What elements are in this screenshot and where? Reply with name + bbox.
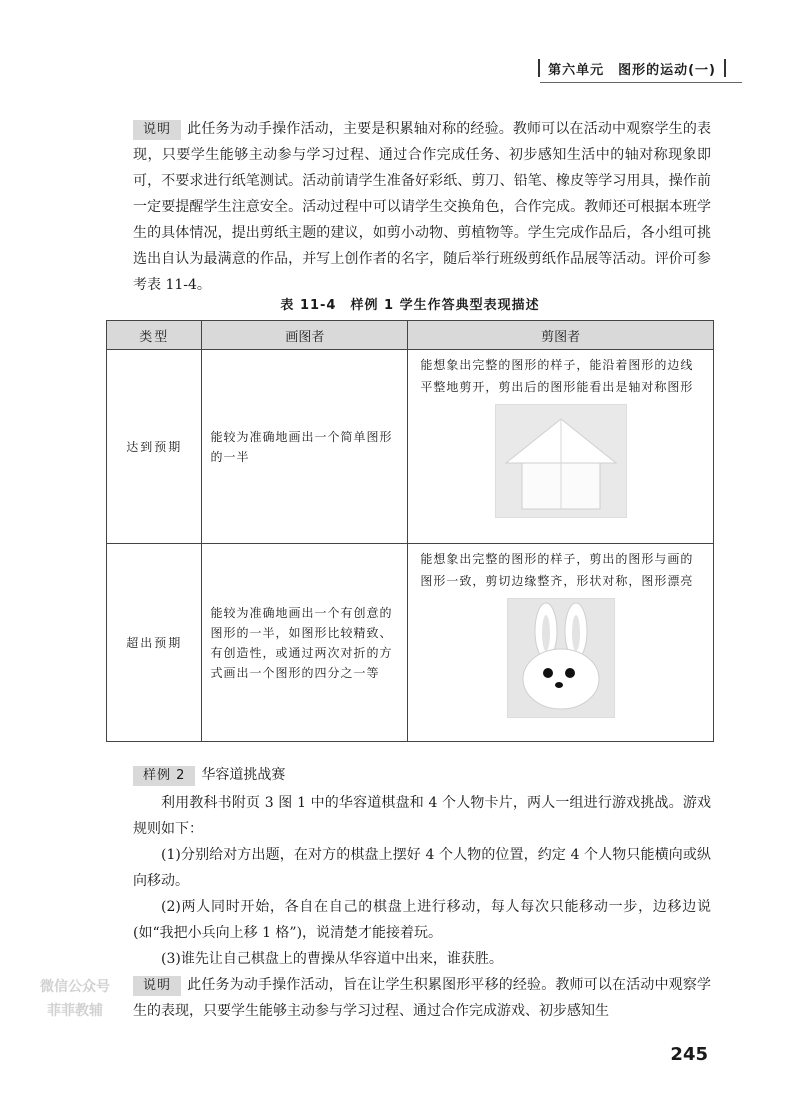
row-cut: 能想象出完整的图形的样子，剪出的图形与画的图形一致，剪切边缘整齐，形状对称，图形漂亮 [420,552,694,588]
table-row [107,350,714,544]
note-tag: 说明 [133,976,181,996]
paper-rabbit-image [507,598,615,718]
paper-house-image [495,404,627,518]
sample2-rule-2: (2)两人同时开始，各自在自己的棋盘上进行移动，每人每次只能移动一步，边移边说(如“我把小兵向上移 1 格”)，说清楚才能接着玩。 [133,899,711,941]
sample2-rule-1: (1)分别给对方出题，在对方的棋盘上摆好 4 个人物的位置，约定 4 个人物只能横向或纵向移动。 [133,847,711,889]
header-bar-left [538,59,540,77]
page-number: 245 [670,1044,708,1065]
note-text: 此任务为动手操作活动，主要是积累轴对称的经验。教师可以在活动中观察学生的表现，只要学生能够主动参与学习过程、通过合作完成任务、初步感知生活中的轴对称现象即可，不要求进行纸笔测试。活动前请学生准备好彩纸、剪刀、铅笔、橡皮等学习用具，操作前一定要提醒学生注意安全。活动过程中可以请学生交换角色，合作完成。教师还可根据本班学生的具体情况，提出剪纸主题的建议，如剪小动物、剪植物等。学生完成作品后，各小组可挑选出自认为最满意的作品，并写上创作者的名字，随后举行班级剪纸作品展等活动。评价可参考表 11-4。 [133,121,711,293]
row-draw-cell [202,544,408,742]
row-draw-cell [202,350,408,544]
header-cutter: 剪图者 [408,321,714,350]
row-cut-cell [408,544,714,742]
table-row [107,544,714,742]
house-cutout-icon [496,405,626,517]
row-cut: 能想象出完整的图形的样子，能沿着图形的边线平整地剪开，剪出后的图形能看出是轴对称图形 [420,358,694,394]
header-unit: 第六单元 [548,62,605,78]
sample2-intro: 利用教科书附页 3 图 1 中的华容道棋盘和 4 个人物卡片，两人一组进行游戏挑战。游戏规则如下： [133,795,711,837]
watermark-line-2: 菲菲教辅 [47,1003,103,1019]
performance-table [106,320,714,742]
row-draw: 能较为准确地画出一个简单图形的一半 [210,429,393,464]
running-header [530,52,734,84]
watermark [20,975,130,1035]
header-rule [540,82,742,83]
note-text: 此任务为动手操作活动，旨在让学生积累图形平移的经验。教师可以在活动中观察学生的表现，只要学生能够主动参与学习过程、通过合作完成游戏、初步感知生 [133,977,711,1019]
table-header-row [107,321,714,350]
row-type: 达到预期 [107,350,202,544]
note-paragraph-2 [133,972,711,1024]
note-paragraph-1 [133,116,711,298]
watermark-line-1: 微信公众号 [40,979,110,995]
sample2-rule-3: (3)谁先让自己棋盘上的曹操从华容道中出来，谁获胜。 [161,951,503,967]
header-topic: 图形的运动(一) [618,62,716,78]
rabbit-cutout-icon [508,599,614,717]
table-caption: 表 11-4 样例 1 学生作答典型表现描述 [280,298,540,313]
row-draw: 能较为准确地画出一个有创意的图形的一半，如图形比较精致、有创造性，或通过两次对折的方式画出一个图形的四分之一等 [210,605,393,680]
row-cut-cell [408,350,714,544]
sample2-heading [133,762,711,788]
sample2-title: 华容道挑战赛 [201,767,286,783]
note-tag: 说明 [133,120,181,140]
header-drawer: 画图者 [202,321,408,350]
row-type: 超出预期 [107,544,202,742]
header-type: 类型 [107,321,202,350]
sample2-tag: 样例 2 [133,766,195,786]
header-bar-right [724,59,726,77]
